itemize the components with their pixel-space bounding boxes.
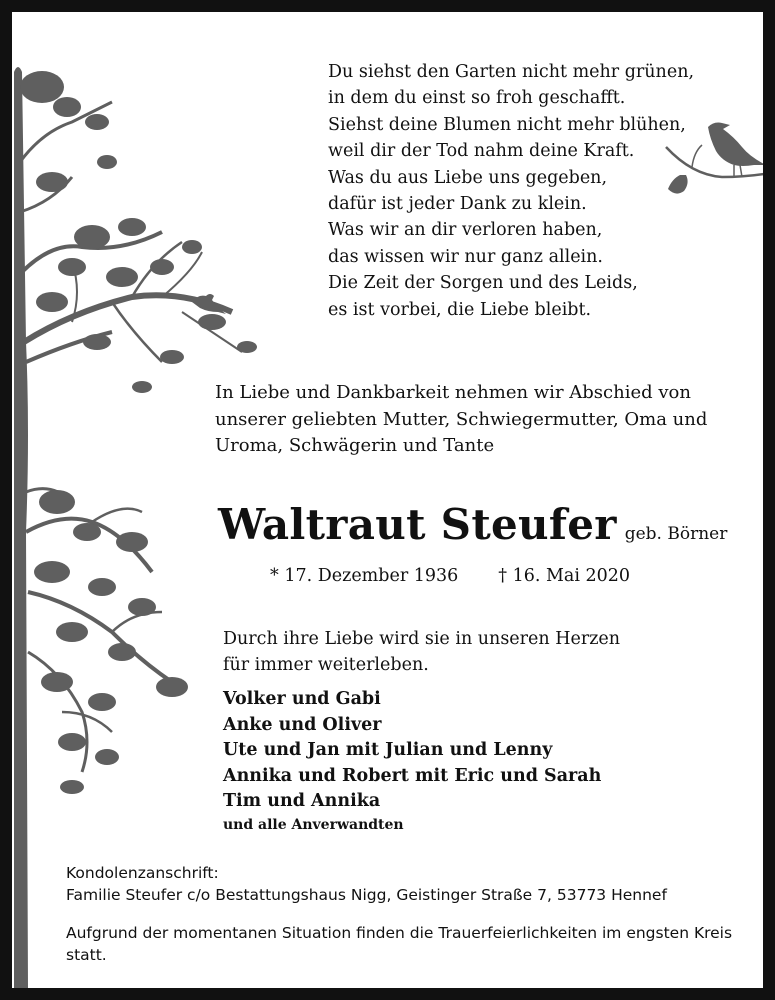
poem	[328, 59, 694, 323]
life-dates	[270, 566, 630, 586]
condolence-text: Familie Steufer c/o Bestattungshaus Nigg, Geistinger Straße 7, 53773 Hennef	[66, 886, 667, 904]
poem-line: Du siehst den Garten nicht mehr grünen,	[328, 62, 695, 82]
birth-date: * 17. Dezember 1936	[270, 566, 459, 586]
poem-line: weil dir der Tod nahm deine Kraft.	[328, 141, 635, 162]
mourners-list	[223, 687, 601, 815]
maiden-name: geb. Börner	[624, 524, 728, 544]
death-date: † 16. Mai 2020	[498, 566, 631, 586]
tribute-line: Durch ihre Liebe wird sie in unseren Herzen	[223, 629, 621, 649]
ceremony-notice: Aufgrund der momentanen Situation finden die Trauerfeierlichkeiten im engsten Kreis statt.	[66, 924, 733, 964]
poem-line: das wissen wir nur ganz allein.	[328, 246, 603, 267]
intro-line: In Liebe und Dankbarkeit nehmen wir Abschied von	[215, 382, 691, 403]
mourner: Tim und Annika	[223, 791, 381, 812]
intro-line: unserer geliebten Mutter, Schwiegermutter, Oma und	[215, 408, 708, 430]
poem-line: Siehst deine Blumen nicht mehr blühen,	[328, 114, 686, 135]
condolence-address	[66, 862, 667, 906]
mourner: Ute und Jan mit Julian und Lenny	[223, 740, 553, 761]
tribute-line: für immer weiterleben.	[223, 655, 429, 675]
poem-line: dafür ist jeder Dank zu klein.	[328, 194, 587, 215]
deceased-name-row	[218, 500, 727, 549]
farewell-intro	[215, 380, 707, 460]
poem-line: Was du aus Liebe uns gegeben,	[328, 167, 608, 188]
mourner: Annika und Robert mit Eric und Sarah	[223, 765, 602, 786]
condolence-label: Kondolenzanschrift:	[66, 864, 219, 882]
poem-line: in dem du einst so froh geschafft.	[328, 88, 626, 109]
poem-line: es ist vorbei, die Liebe bleibt.	[328, 299, 592, 320]
deceased-name: Waltraut Steufer	[218, 500, 617, 549]
mourner: Volker und Gabi	[223, 689, 381, 709]
poem-line: Was wir an dir verloren haben,	[328, 220, 603, 241]
poem-line: Die Zeit der Sorgen und des Leids,	[328, 273, 638, 294]
relatives: und alle Anverwandten	[223, 817, 404, 833]
intro-line: Uroma, Schwägerin und Tante	[215, 435, 495, 456]
mourner: Anke und Oliver	[223, 714, 382, 735]
tribute	[223, 626, 620, 678]
